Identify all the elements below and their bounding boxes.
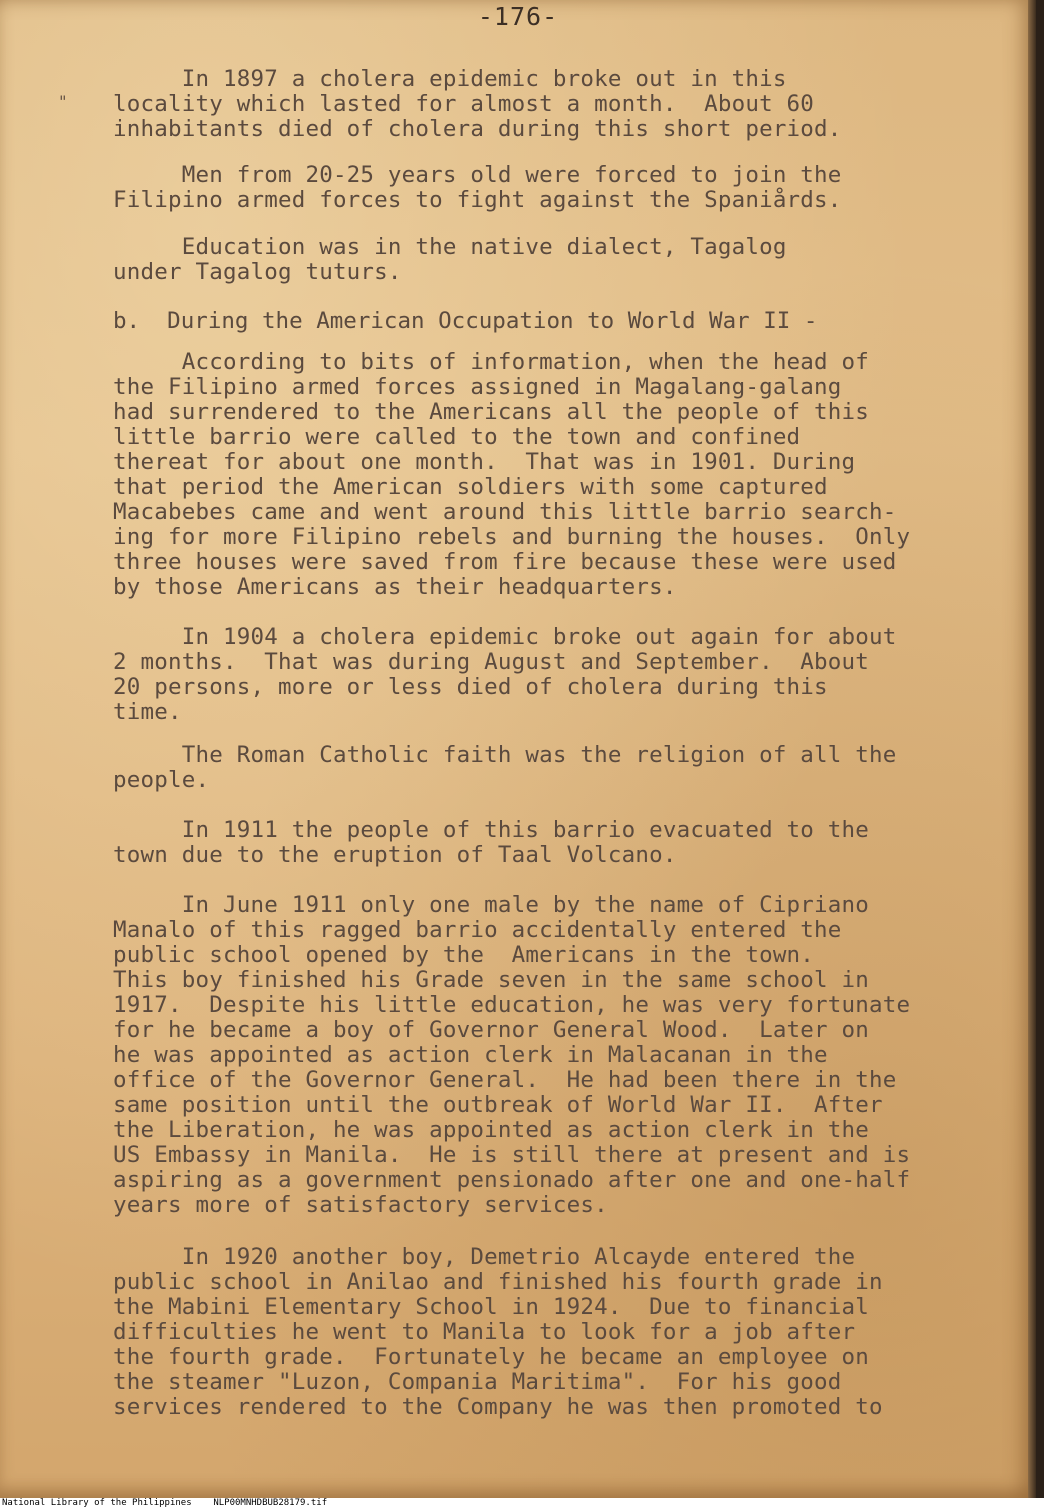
- paragraph-surrender: According to bits of information, when the head of the Filipino armed forces assigned in Magalang-galang had surrendered to the Americans all the people of this little barrio were called to the town and confined thereat for about one month. That was in 1901. During that period the American soldiers with some captured Macabebes came and went around this little barrio search- ing for more Filipino rebels and burning the houses. Only three houses were saved from fire because these were used by those Americans as their headquarters.: [113, 349, 911, 600]
- page-edge: [1028, 0, 1036, 1498]
- paragraph-1904-cholera: In 1904 a cholera epidemic broke out again for about 2 months. That was during August and September. About 20 persons, more or less died of cholera during this time.: [113, 624, 897, 725]
- footer-caption: National Library of the Philippines NLP00MNHDBUB28179.tif: [2, 1498, 328, 1508]
- paragraph-1897-cholera: In 1897 a cholera epidemic broke out in this locality which lasted for almost a month. About 60 inhabitants died of cholera during this short period.: [113, 66, 842, 142]
- paragraph-religion: The Roman Catholic faith was the religion of all the people.: [113, 742, 897, 793]
- paragraph-taal-eruption: In 1911 the people of this barrio evacuated to the town due to the eruption of Taal Volcano.: [113, 817, 870, 868]
- paragraph-forced-enlistment: Men from 20-25 years old were forced to join the Filipino armed forces to fight against the Spaniårds.: [113, 162, 842, 213]
- paragraph-education: Education was in the native dialect, Tagalog under Tagalog tuturs.: [113, 234, 787, 285]
- paragraph-cipriano-manalo: In June 1911 only one male by the name of Cipriano Manalo of this ragged barrio accidentally entered the public school opened by the Americans in the town. This boy finished his Grade seven in the same school in 1917. Despite his little education, he was very fortunate for he became a boy of Governor General Wood. Later on he was appointed as action clerk in Malacanan in the office of the Governor General. He had been there in the same position until the outbreak of World War II. After the Liberation, he was appointed as action clerk in the US Embassy in Manila. He is still there at present and is aspiring as a government pensionado after one and one-half years more of satisfactory services.: [113, 892, 911, 1218]
- section-heading: b. During the American Occupation to World War II -: [113, 308, 818, 334]
- margin-mark: ": [58, 92, 68, 111]
- footer-bar: [0, 1498, 1044, 1508]
- paragraph-demetrio-alcayde: In 1920 another boy, Demetrio Alcayde entered the public school in Anilao and finished his fourth grade in the Mabini Elementary School in 1924. Due to financial difficulties he went to Manila to look for a job after the fourth grade. Fortunately he became an employee on the steamer "Luzon, Compania Maritima". For his good services rendered to the Company he was then promoted to: [113, 1244, 883, 1420]
- page-number: -176-: [477, 2, 559, 31]
